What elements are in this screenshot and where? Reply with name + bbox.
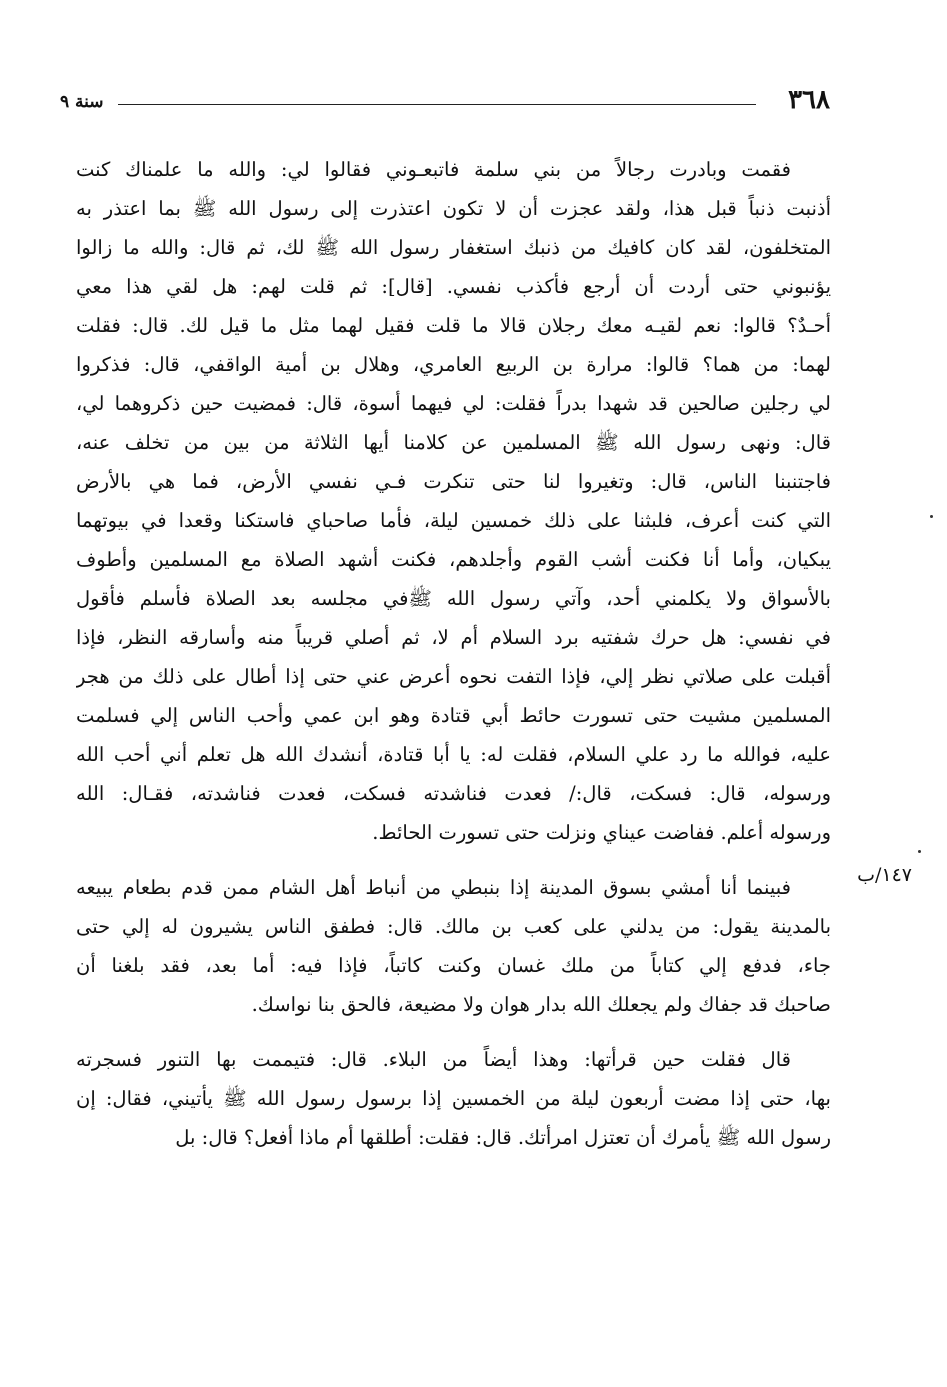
text-line: جاء، فدفع إلي كتاباً من ملك غسان وكنت كاتباً، فإذا فيه: أما بعد، فقد بلغنا أن xyxy=(76,954,831,977)
body-text xyxy=(76,150,831,1157)
text-line: فبينما أنا أمشي بسوق المدينة إذا بنبطي من أنباط أهل الشام ممن قدم بطعام يبيعه xyxy=(76,876,791,899)
text-line: ورسوله، قال: فسكت، قال:/ فعدت فناشدته فسكت، فعدت فناشدته، فقـال: الله xyxy=(76,782,831,805)
text-line: رسول الله ﷺ يأمرك أن تعتزل امرأتك. قال: فقلت: أطلقها أم ماذا أفعل؟ قال: بل xyxy=(175,1126,831,1149)
scan-speck xyxy=(930,515,933,518)
text-line: بالمدينة يقول: من يدلني على كعب بن مالك. قال: فطفق الناس يشيرون له إلي حتى xyxy=(76,915,831,938)
text-line: ورسوله أعلم. ففاضت عيناي ونزلت حتى تسورت الحائط. xyxy=(372,821,831,844)
text-line: بها، حتى إذا مضت أربعون ليلة من الخمسين إذا برسول رسول الله ﷺ يأتيني، فقال: إن xyxy=(76,1087,831,1110)
paragraph xyxy=(76,1040,831,1157)
text-line: لي رجلين صالحين قد شهدا بدراً فقلت: لي فيهما أسوة، قال: فمضيت حين ذكروهما لي، xyxy=(76,392,831,415)
running-head: سنة ٩ xyxy=(60,92,104,112)
header-rule xyxy=(118,104,756,105)
margin-folio-note: ١٤٧/ب xyxy=(857,864,912,886)
text-line: فقمت وبادرت رجالاً من بني سلمة فاتبعـوني فقالوا لي: والله ما علمناك كنت xyxy=(76,158,791,181)
scan-speck xyxy=(918,850,921,853)
text-line: المسلمين مشيت حتى تسورت حائط أبي قتادة وهو ابن عمي وأحب الناس إلي فسلمت xyxy=(76,704,831,727)
text-line: يؤنبوني حتى أردت أن أرجع فأكذب نفسي. [قال]: ثم قلت لهم: هل لقي هذا معي xyxy=(76,275,831,298)
text-line: المتخلفون، لقد كان كافيك من ذنبك استغفار رسول الله ﷺ لك، ثم قال: والله ما زالوا xyxy=(76,236,831,259)
text-line: التي كنت أعرف، فلبثنا على ذلك خمسين ليلة، فأما صاحباي فاستكنا وقعدا في بيوتهما xyxy=(76,509,831,532)
text-line: يبكيان، وأما أنا فكنت أشب القوم وأجلدهم، فكنت أشهد الصلاة مع المسلمين وأطوف xyxy=(76,548,831,571)
text-line: صاحبك قد جفاك ولم يجعلك الله بدار هوان ولا مضيعة، فالحق بنا نواسك. xyxy=(251,993,831,1016)
text-line: قال: ونهى رسول الله ﷺ المسلمين عن كلامنا أيها الثلاثة من بين من تخلف عنه، xyxy=(76,431,831,454)
page-header xyxy=(60,84,830,120)
page-number: ٣٦٨ xyxy=(788,85,830,115)
text-line: أذنبت ذنباً قبل هذا، ولقد عجزت أن لا تكون اعتذرت إلى رسول الله ﷺ بما اعتذر به xyxy=(76,197,831,220)
text-line: قال فقلت حين قرأتها: وهذا أيضاً من البلاء. قال: فتيممت بها التنور فسجرته xyxy=(76,1048,791,1071)
text-line: في نفسي: هل حرك شفتيه برد السلام أم لا، ثم أصلي قريباً منه وأسارقه النظر، فإذا xyxy=(76,626,831,649)
text-line: فاجتنبنا الناس، قال: وتغيروا لنا حتى تنكرت فـي نفسي الأرض، فما هي بالأرض xyxy=(76,470,831,493)
text-line: أحـدٌ؟ قالوا: نعم لقيـه معك رجلان قالا ما قلت فقيل لهما مثل ما قيل لك. قال: فقلت xyxy=(76,314,831,337)
text-line: بالأسواق ولا يكلمني أحد، وآتي رسول الله ﷺفي مجلسه بعد الصلاة فأسلم فأقول xyxy=(76,587,831,610)
text-line: أقبلت على صلاتي نظر إلي، فإذا التفت نحوه أعرض عني حتى إذا أطال على ذلك من هجر xyxy=(76,665,831,688)
paragraph xyxy=(76,868,831,1024)
text-line: لهما: من هما؟ قالوا: مرارة بن الربيع العامري، وهلال بن أمية الواقفي، قال: فذكروا xyxy=(76,353,831,376)
text-line: عليه، فوالله ما رد علي السلام، فقلت له: يا أبا قتادة، أنشدك الله هل تعلم أني أحب الله xyxy=(76,743,831,766)
paragraph xyxy=(76,150,831,852)
